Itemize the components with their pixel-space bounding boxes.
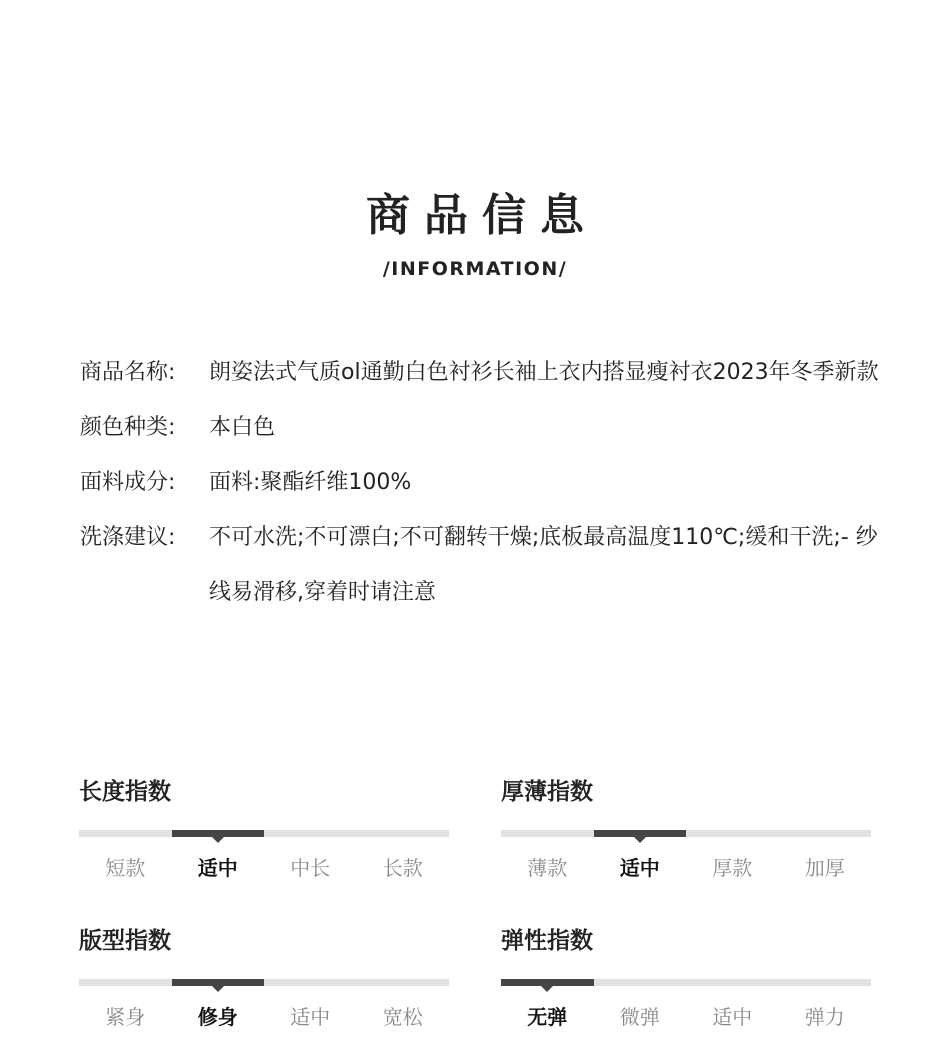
index-option: 薄款 bbox=[527, 856, 568, 880]
index-option: 适中 bbox=[197, 856, 238, 880]
info-row-fabric bbox=[80, 455, 880, 510]
index-options bbox=[501, 854, 871, 882]
index-option: 长款 bbox=[382, 856, 423, 880]
product-info bbox=[80, 345, 880, 620]
info-label: 面料成分: bbox=[80, 470, 176, 495]
index-options bbox=[79, 1003, 449, 1031]
info-label: 颜色种类: bbox=[80, 415, 176, 440]
index-title: 弹性指数 bbox=[501, 928, 593, 954]
index-option: 中长 bbox=[290, 856, 331, 880]
info-value: 本白色 bbox=[209, 415, 276, 440]
page-subtitle: /INFORMATION/ bbox=[382, 258, 568, 280]
thickness-index bbox=[501, 776, 871, 882]
index-indicator bbox=[172, 830, 265, 837]
index-option: 微弹 bbox=[619, 1005, 660, 1029]
page-title: 商品信息 bbox=[366, 190, 598, 241]
info-label: 商品名称: bbox=[80, 360, 176, 385]
index-option: 修身 bbox=[197, 1005, 238, 1029]
index-options bbox=[501, 1003, 871, 1031]
index-title: 厚薄指数 bbox=[501, 779, 593, 805]
index-option: 加厚 bbox=[804, 856, 845, 880]
index-title: 长度指数 bbox=[79, 779, 171, 805]
index-options bbox=[79, 854, 449, 882]
info-value: 面料:聚酯纤维100% bbox=[209, 470, 412, 495]
index-option: 适中 bbox=[619, 856, 660, 880]
info-row-color bbox=[80, 400, 880, 455]
elasticity-index bbox=[501, 925, 871, 1031]
index-indicator bbox=[172, 979, 265, 986]
index-option: 厚款 bbox=[712, 856, 753, 880]
index-track bbox=[501, 830, 871, 837]
info-value: 朗姿法式气质ol通勤白色衬衫长袖上衣内搭显瘦衬衣2023年冬季新款 bbox=[209, 360, 879, 385]
index-option: 弹力 bbox=[804, 1005, 845, 1029]
info-row-care bbox=[80, 510, 880, 620]
index-title: 版型指数 bbox=[79, 928, 171, 954]
info-row-name bbox=[80, 345, 880, 400]
index-indicator bbox=[501, 979, 594, 986]
index-option: 紧身 bbox=[105, 1005, 146, 1029]
index-indicator bbox=[594, 830, 687, 837]
index-option: 短款 bbox=[105, 856, 146, 880]
info-label: 洗涤建议: bbox=[80, 525, 176, 550]
index-track bbox=[79, 979, 449, 986]
info-value: 不可水洗;不可漂白;不可翻转干燥;底板最高温度110℃;缓和干洗;- 纱线易滑移,穿着时请注意 bbox=[209, 525, 878, 605]
index-option: 宽松 bbox=[382, 1005, 423, 1029]
index-option: 无弹 bbox=[527, 1005, 568, 1029]
length-index bbox=[79, 776, 449, 882]
index-option: 适中 bbox=[290, 1005, 331, 1029]
index-track bbox=[501, 979, 871, 986]
fit-index bbox=[79, 925, 449, 1031]
index-option: 适中 bbox=[712, 1005, 753, 1029]
page-header bbox=[0, 188, 950, 280]
index-track bbox=[79, 830, 449, 837]
